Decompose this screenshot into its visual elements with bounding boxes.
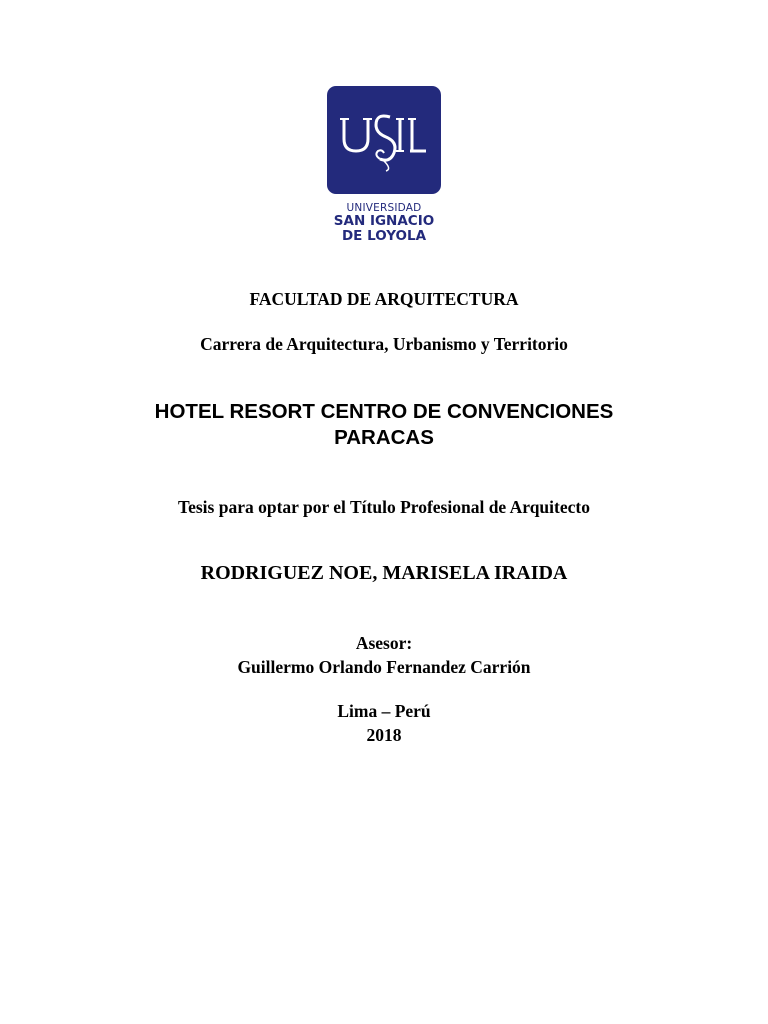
- thesis-purpose: Tesis para optar por el Título Profesional de Arquitecto: [178, 497, 590, 517]
- place-year: 2018: [366, 725, 402, 745]
- university-name-line3: DE LOYOLA: [341, 227, 427, 244]
- advisor-label: Asesor:: [355, 633, 413, 653]
- thesis-title: [0, 399, 768, 451]
- place-city: Lima – Perú: [337, 701, 431, 721]
- advisor-block: [0, 631, 768, 679]
- career-name: Carrera de Arquitectura, Urbanismo y Territorio: [200, 334, 568, 354]
- advisor-name: Guillermo Orlando Fernandez Carrión: [237, 657, 531, 677]
- faculty-heading: FACULTAD DE ARQUITECTURA: [249, 289, 519, 309]
- usil-monogram-icon: [338, 105, 430, 175]
- university-logo: [0, 86, 768, 243]
- usil-logo-mark: [327, 86, 441, 194]
- thesis-title-line1: HOTEL RESORT CENTRO DE CONVENCIONES: [154, 400, 614, 423]
- university-name: [334, 203, 434, 243]
- place-date-block: [0, 699, 768, 747]
- thesis-title-line2: PARACAS: [334, 426, 434, 449]
- university-name-line1: UNIVERSIDAD: [346, 202, 422, 214]
- university-name-line2: SAN IGNACIO: [333, 213, 435, 230]
- author-name: RODRIGUEZ NOE, MARISELA IRAIDA: [200, 562, 568, 584]
